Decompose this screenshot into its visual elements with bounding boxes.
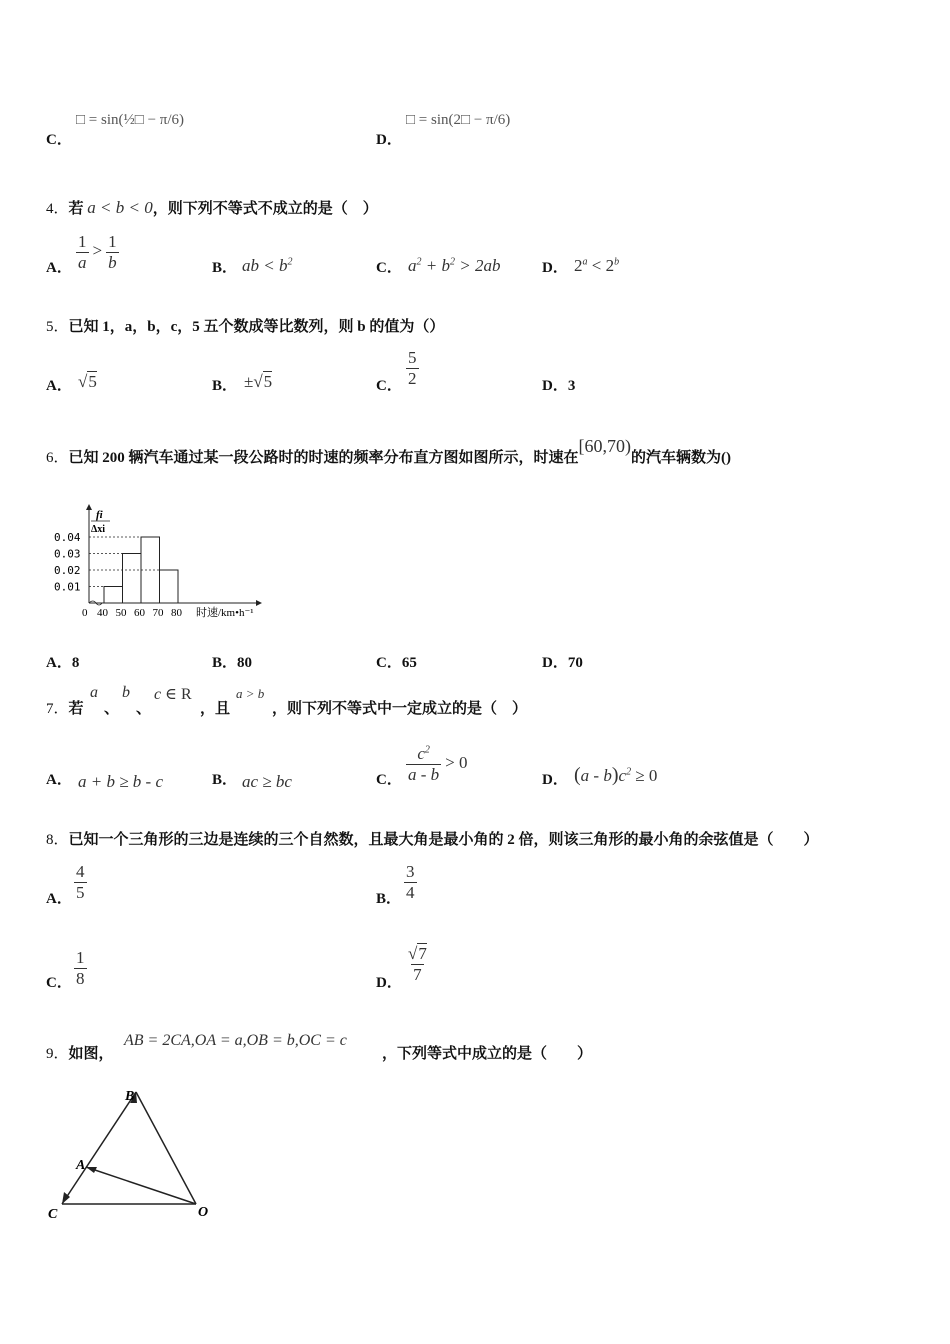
histogram-dashes [89,537,160,587]
q4-option-b[interactable]: B． [212,260,238,276]
q8-option-c-expr: $\frac{1}{8}$ [76,948,85,988]
q7-option-d-expr: $(a - b)c^2 \ge 0$ [574,764,658,786]
q9-stem: 9．如图， [46,1046,114,1062]
q7-stem: 7．若 [46,701,84,717]
q6-histogram [46,500,276,625]
y-tick-label: 0.02 [54,564,81,577]
q6-stem: 6．已知 200 辆汽车通过某一段公路时的时速的频率分布直方图如图所示，时速在[60,70)的汽车辆数为() [46,436,732,466]
q8-stem: 8．已知一个三角形的三边是连续的三个自然数，且最大角是最小角的 2 倍，则该三角形的最小角的余弦值是（ ） [46,832,819,848]
q5-option-d[interactable]: D．3 [542,378,576,394]
q8-option-b[interactable]: B． [376,891,402,907]
point-b-label: B [125,1089,135,1104]
x-tick-label: 40 [97,607,108,619]
q5-option-c-expr: $\frac{5}{2}$ [408,348,417,388]
option-label: C． [46,132,72,148]
q4-option-c-expr: $a^2 + b^2 > 2ab$ [408,256,501,275]
q7-option-d[interactable]: D． [542,772,568,788]
q7-var-b: b [122,684,130,701]
q7-var-a: a [90,684,98,701]
q6-option-a[interactable]: A．8 [46,655,80,671]
q9-figure [40,1080,230,1225]
q5-option-c[interactable]: C． [376,378,402,394]
q5-option-b-expr: ±√5 [244,372,273,391]
point-a-label: A [76,1158,86,1173]
q7-sep1: 、 [104,701,120,717]
q8-option-d-expr: $\frac{√7}{7}$ [408,944,427,984]
q4-option-d[interactable]: D． [542,260,568,276]
q7-option-a-expr: a + b ≥ b - c [78,772,164,791]
q6-option-c[interactable]: C．65 [376,655,417,671]
q8-option-b-expr: $\frac{3}{4}$ [406,862,415,902]
histogram-bar-70-80 [160,570,179,603]
q6-option-b[interactable]: B．80 [212,655,253,671]
q5-option-a[interactable]: A． [46,378,72,394]
x-tick-label: 60 [134,607,145,619]
q3-option-d[interactable] [376,128,402,149]
y-tick-label: 0.01 [54,580,81,594]
point-o-label: O [198,1205,209,1220]
q7-and: ，且 [200,701,231,717]
q4-option-a[interactable]: A． [46,260,72,276]
histogram-ticks [54,531,183,619]
q4-option-d-expr: $2^a < 2^b$ [574,256,620,275]
q4-option-b-expr: ab < $b^2$ [242,256,293,275]
histogram-bar-40-50 [104,587,123,604]
q6-option-d[interactable]: D．70 [542,655,583,671]
y-tick-label: 0.03 [54,547,81,561]
q7-option-b[interactable]: B． [212,772,238,788]
q7-option-c-expr: $\frac{c^2}{a - b}$ > 0 [408,744,468,784]
q7-cond: a > b [236,686,265,701]
q7-suffix: ，则下列不等式中一定成立的是（ ） [272,701,528,717]
point-c-label: C [48,1207,58,1222]
option-label: D． [376,132,402,148]
q9-condition: AB = 2CA,OA = a,OB = b,OC = c [124,1032,347,1049]
q7-option-b-expr: ac ≥ bc [242,772,292,791]
q8-option-a-expr: $\frac{4}{5}$ [76,862,85,902]
q4-option-c[interactable]: C． [376,260,402,276]
q8-option-c[interactable]: C． [46,975,72,991]
q7-option-c[interactable]: C． [376,772,402,788]
y-label-den: Δxi [91,524,106,535]
y-tick-label: 0.04 [54,531,81,544]
q9-suffix: ，下列等式中成立的是（ ） [382,1046,593,1062]
x-tick-label: 80 [171,607,182,619]
x-tick-label: 50 [115,607,127,619]
x-tick-label: 0 [82,607,88,619]
q3-option-c[interactable] [46,128,72,149]
q7-option-a[interactable]: A． [46,772,72,788]
q5-option-b[interactable]: B． [212,378,238,394]
q8-option-d[interactable]: D． [376,975,402,991]
q3-option-c-expr: □ = sin(½□ − π/6) [76,112,185,128]
q5-stem: 5．已知 1，a，b，c，5 五个数成等比数列，则 b 的值为（） [46,319,445,335]
q7-var-c: c ∈ R [154,686,192,703]
q4-option-a-expr: $\frac{1}{a}$ > $\frac{1}{b}$ [78,232,117,272]
y-label-num: fi [96,509,103,521]
q4-stem: 4．若 a < b < 0，则下列不等式不成立的是（ ） [46,198,378,217]
q7-sep2: 、 [136,701,152,717]
q8-option-a[interactable]: A． [46,891,72,907]
x-axis-label: 时速/km•h⁻¹ [196,607,254,619]
q5-option-a-expr: √5 [78,372,97,391]
q3-option-d-expr: □ = sin(2□ − π/6) [406,112,511,128]
histogram-bar-50-60 [123,554,142,604]
x-tick-label: 70 [152,607,164,619]
